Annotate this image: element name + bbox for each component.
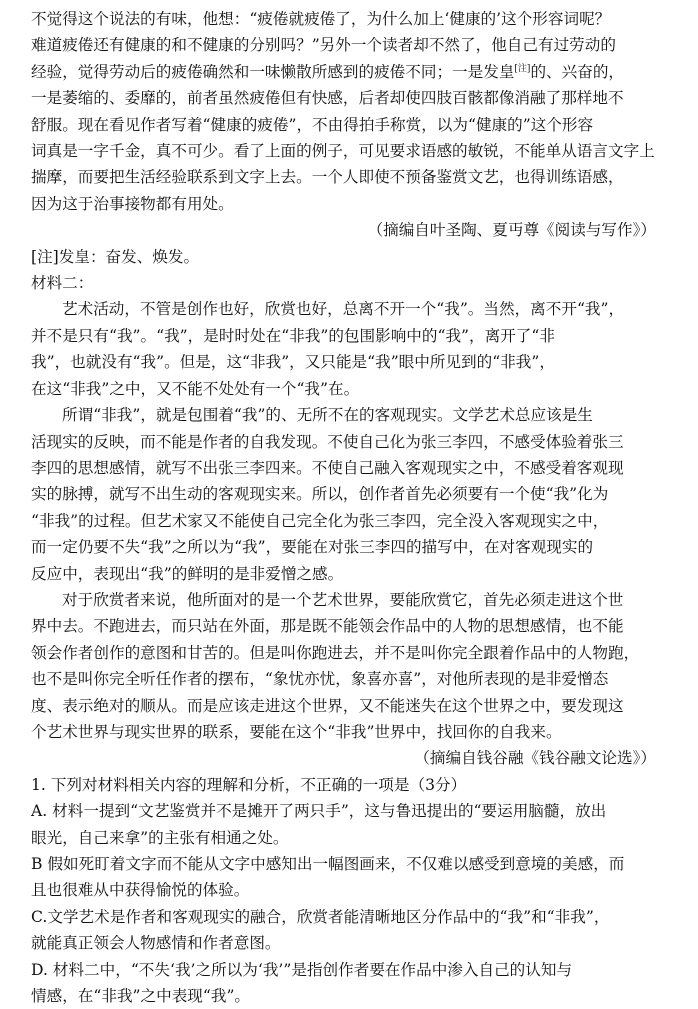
option-d-cont: 情感，在“非我”之中表现“我”。: [31, 987, 251, 1006]
text-line: 个艺术世界与现实世界的联系，要能在这个“非我”世界中，找回你的自我来。: [31, 722, 562, 741]
text-line: 不觉得这个说法的有味，他想：“疲倦就疲倦了，为什么加上‘健康的’这个形容词呢？: [31, 10, 611, 28]
text-line: 对于欣赏者来说，他所面对的是一个艺术世界，要能欣赏它，首先必须走进这个世: [62, 590, 624, 609]
text-line: 一是萎缩的、委靡的，前者虽然疲倦但有快感，后者却使四肢百骸都像消融了那样地不: [31, 89, 624, 108]
material2-paragraph-2: [31, 402, 674, 587]
option-c-cont: 就能真正领会人物感情和作者意图。: [31, 934, 281, 953]
text-line: “非我”的过程。但艺术家又不能使自己完全化为张三李四，完全没入客观现实之中，: [31, 511, 609, 530]
material2-heading: 材料二：: [31, 274, 94, 293]
material2-paragraph-3: [31, 587, 674, 745]
source-citation-1: （摘编自叶圣陶、夏丏尊《阅读与写作》）: [367, 221, 656, 240]
option-a-cont: 眼光，自己来拿”的主张有相通之处。: [31, 828, 289, 847]
text-line: 反应中，表现出“我”的鲜明的是非爱憎之感。: [31, 564, 344, 583]
text-span: 经验，觉得劳动后的疲倦确然和一味懒散所感到的疲倦不同；一是发皇: [31, 62, 515, 81]
text-line: 界中去。不跑进去，而只站在外面，那是既不能领会作品中的人物的思想感情，也不能: [31, 617, 624, 636]
text-line: 因为这于治事接物都有用处。: [31, 194, 234, 213]
text-line: [31, 59, 674, 85]
text-line: 揣摩，而要把生活经验联系到文字上去。一个人即使不预备鉴赏文艺，也得训练语感，: [31, 168, 624, 187]
text-line: 而一定仍要不失“我”之所以为“我”，要能在对张三李四的描写中，在对客观现实的: [31, 538, 594, 557]
text-line: 领会作者创作的意图和甘苦的。但是叫你跑进去，并不是叫你完全跟着作品中的人物跑，: [31, 643, 640, 662]
text-span: 的、兴奋的，: [530, 62, 625, 81]
question-stem: 1. 下列对材料相关内容的理解和分析，不正确的一项是（3分）: [31, 775, 467, 794]
text-line: 实的脉搏，就写不出生动的客观现实来。所以，创作者首先必须要有一个使“我”化为: [31, 485, 609, 504]
footnote: [注]发皇：奋发、焕发。: [31, 247, 200, 266]
text-line: 难道疲倦还有健康的和不健康的分别吗？”另外一个读者却不然了，他自己有过劳动的: [31, 36, 616, 55]
option-a: A. 材料一提到“文艺鉴赏并不是摊开了两只手”，这与鲁迅提出的“要运用脑髓，放出: [31, 802, 607, 821]
footnote-marker: [注]: [514, 63, 531, 74]
text-line: 舒服。现在看见作者写着“健康的疲倦”，不由得拍手称赏，以为“健康的”这个形容: [31, 115, 594, 134]
text-line: 所谓“非我”，就是包围着“我”的、无所不在的客观现实。文学艺术总应该是生: [62, 406, 593, 425]
source-citation-2: （摘编自钱谷融《钱谷融文论选》）: [414, 749, 656, 768]
text-line: 也不是叫你完全听任作者的摆布，“象忧亦忧，象喜亦喜”，对他所表现的是非爱憎态: [31, 670, 609, 689]
option-b: B 假如死盯着文字而不能从文字中感知出一幅图画来，不仅难以感受到意境的美感，而: [31, 855, 625, 873]
question-1: [31, 772, 674, 1009]
material1-tail: [31, 6, 674, 217]
text-line: 艺术活动，不管是创作也好，欣赏也好，总离不开一个“我”。当然，离不开“我”，: [62, 300, 625, 319]
text-line: 词真是一字千金，真不可少。看了上面的例子，可见要求语感的敏锐，不能单从语言文字上: [31, 142, 655, 161]
text-line: 度、表示绝对的顺从。而是应该走进这个世界，又不能迷失在这个世界之中，要发现这: [31, 696, 624, 715]
option-b-cont: 且也很难从中获得愉悦的体验。: [31, 881, 250, 900]
text-line: 活现实的反映，而不能是作者的自我发现。不使自己化为张三李四，不感受体验着张三: [31, 432, 624, 451]
material2-paragraph-1: [31, 296, 674, 402]
option-d: D. 材料二中，“不失‘我’之所以为‘我’”是指创作者要在作品中渗入自己的认知与: [31, 960, 573, 979]
text-line: 我”，也就没有“我”。但是，这“非我”，又只能是“我”眼中所见到的“非我”，: [31, 353, 555, 372]
text-line: 并不是只有“我”。“我”，是时时处在“非我”的包围影响中的“我”，离开了“非: [31, 326, 555, 345]
text-line: 李四的思想感情，就写不出张三李四来。不使自己融入客观现实之中，不感受着客观现: [31, 458, 624, 477]
text-line: 在这“非我”之中，又不能不处处有一个“我”在。: [31, 379, 360, 398]
option-c: C.文学艺术是作者和客观现实的融合，欣赏者能清晰地区分作品中的“我”和“非我”，: [31, 907, 610, 926]
